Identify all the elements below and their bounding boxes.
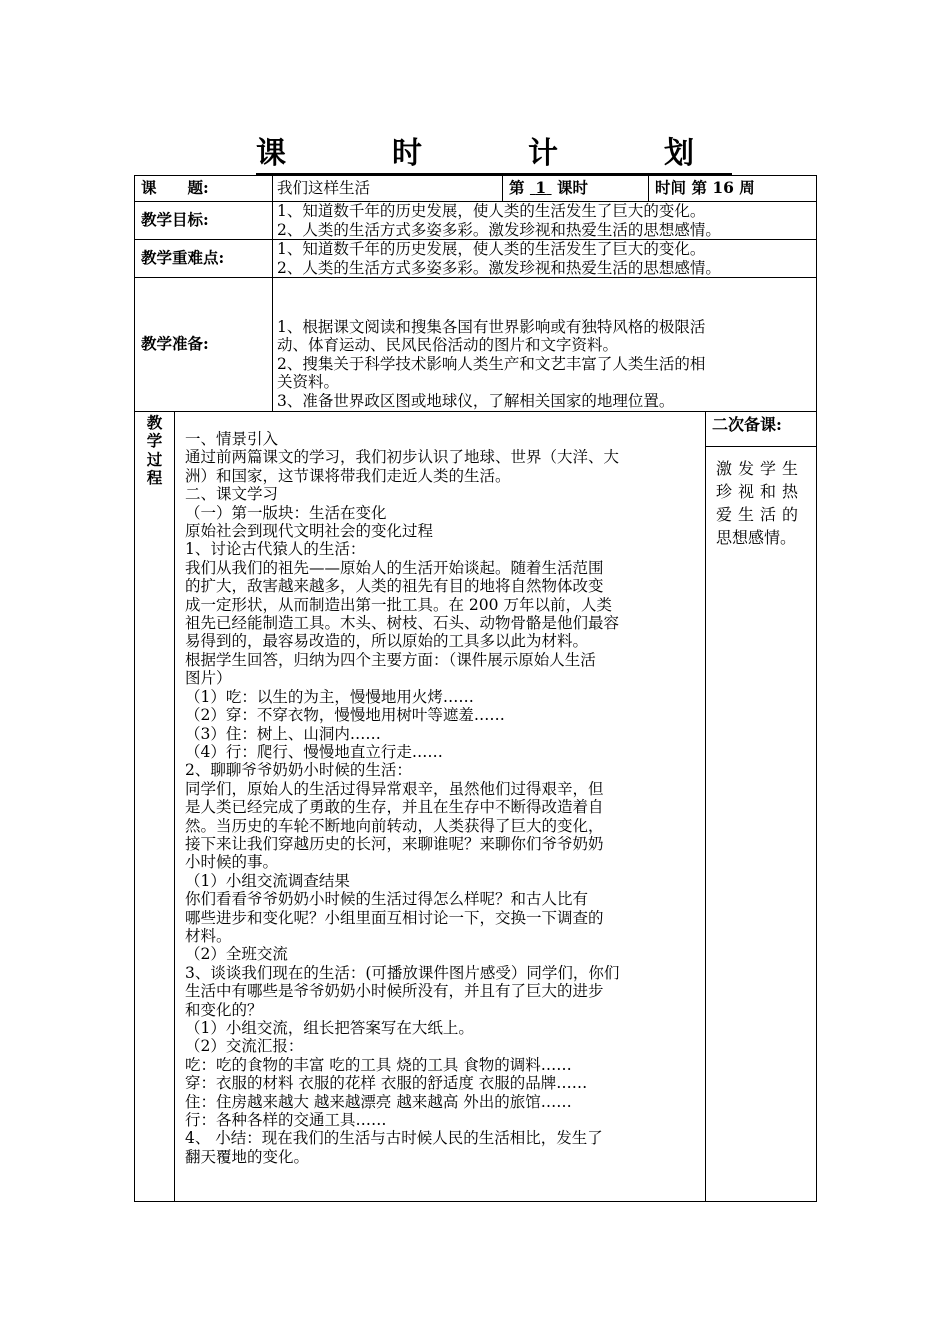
process-line: 然。当历史的车轮不断地向前转动，人类获得了巨大的变化， bbox=[185, 816, 604, 835]
process-line: 住：住房越来越大 越来越漂亮 越来越高 外出的旅馆…… bbox=[185, 1092, 572, 1111]
secondary-line: 激发学生 bbox=[716, 459, 805, 478]
process-line: 小时候的事。 bbox=[185, 853, 279, 872]
page-title-text: 课 时 计 划 bbox=[256, 136, 732, 175]
process-line: 原始社会到现代文明社会的变化过程 bbox=[185, 522, 434, 541]
key-points-line: 2、人类的生活方式多姿多彩。激发珍视和热爱生活的思想感情。 bbox=[277, 258, 721, 277]
process-line: 生活中有哪些是爷爷奶奶小时候所没有，并且有了巨大的进步 bbox=[185, 982, 604, 1001]
process-line: 行：各种各样的交通工具…… bbox=[185, 1111, 387, 1130]
key-points-label: 教学重难点: bbox=[135, 240, 273, 278]
process-line: 1、讨论古代猿人的生活： bbox=[185, 540, 366, 559]
process-line: 洲）和国家，这节课将带我们走近人类的生活。 bbox=[185, 466, 511, 485]
secondary-line: 思想感情。 bbox=[716, 528, 797, 547]
process-line: 易得到的，最容易改造的，所以原始的工具多以此为材料。 bbox=[185, 632, 589, 651]
preparation-line: 3、准备世界政区图或地球仪，了解相关国家的地理位置。 bbox=[277, 391, 675, 410]
period-number: 1 bbox=[535, 178, 547, 198]
preparation-line: 关资料。 bbox=[277, 373, 340, 392]
process-line: 图片） bbox=[185, 669, 232, 688]
process-line: 吃：吃的食物的丰富 吃的工具 烧的工具 食物的调料…… bbox=[185, 1055, 572, 1074]
process-label-char: 程 bbox=[146, 468, 163, 488]
header-row bbox=[135, 176, 817, 202]
period-suffix: 课时 bbox=[556, 178, 588, 198]
secondary-label: 二次备课: bbox=[706, 412, 816, 447]
preparation-label: 教学准备: bbox=[135, 278, 273, 412]
process-line: 材料。 bbox=[185, 926, 232, 945]
topic-value: 我们这样生活 bbox=[273, 176, 503, 202]
process-line: 通过前两篇课文的学习，我们初步认识了地球、世界（大洋、大 bbox=[185, 448, 620, 467]
process-line: （1）小组交流，组长把答案写在大纸上。 bbox=[185, 1019, 474, 1037]
preparation-line: 2、搜集关于科学技术影响人类生产和文艺丰富了人类生活的相 bbox=[277, 354, 706, 373]
process-line: 和变化的？ bbox=[185, 1000, 263, 1019]
process-line: 成一定形状，从而制造出第一批工具。在 200 万年以前，人类 bbox=[185, 595, 612, 614]
topic-label: 课 题: bbox=[135, 176, 273, 202]
preparation-content bbox=[273, 278, 817, 412]
time-label: 时间 bbox=[655, 178, 687, 198]
process-line: （1）小组交流调查结果 bbox=[185, 871, 350, 890]
process-line: （一）第一版块：生活在变化 bbox=[185, 503, 387, 522]
process-line: 3、谈谈我们现在的生活：(可播放课件图片感受）同学们，你们 bbox=[185, 963, 620, 982]
process-label-char: 教 bbox=[146, 413, 163, 432]
process-line: 你们看看爷爷奶奶小时候的生活过得怎么样呢？和古人比有 bbox=[185, 890, 589, 909]
period-prefix: 第 bbox=[509, 178, 525, 198]
process-line: 我们从我们的祖先——原始人的生活开始谈起。随着生活范围 bbox=[185, 558, 604, 577]
process-label-char: 过 bbox=[146, 449, 163, 469]
process-line: 的扩大，敌害越来越多，人类的祖先有目的地将自然物体改变 bbox=[185, 577, 604, 596]
process-content bbox=[175, 412, 706, 1202]
process-line: 穿：衣服的材料 衣服的花样 衣服的舒适度 衣服的品牌…… bbox=[185, 1074, 588, 1093]
secondary-line: 珍视和热 bbox=[716, 482, 805, 501]
goals-line: 2、人类的生活方式多姿多彩。激发珍视和热爱生活的思想感情。 bbox=[277, 220, 721, 239]
process-line: 是人类已经完成了勇敢的生存，并且在生存中不断得改造着自 bbox=[185, 798, 604, 817]
process-line: 2、聊聊爷爷奶奶小时候的生活： bbox=[185, 761, 412, 780]
time-value: 第 16 周 bbox=[691, 178, 755, 198]
goals-line: 1、知道数千年的历史发展，使人类的生活发生了巨大的变化。 bbox=[277, 202, 706, 221]
lesson-plan-table bbox=[134, 175, 817, 1202]
preparation-row bbox=[135, 278, 817, 412]
process-line: （2）交流汇报： bbox=[185, 1037, 304, 1056]
key-points-line: 1、知道数千年的历史发展，使人类的生活发生了巨大的变化。 bbox=[277, 240, 706, 259]
secondary-column bbox=[706, 412, 817, 1202]
process-line: 4、 小结：现在我们的生活与古时候人民的生活相比，发生了 bbox=[185, 1129, 603, 1148]
goals-label: 教学目标: bbox=[135, 202, 273, 240]
process-line: 二、课文学习 bbox=[185, 485, 279, 504]
process-line: （4）行：爬行、慢慢地直立行走…… bbox=[185, 742, 443, 761]
process-line: （2）全班交流 bbox=[185, 945, 288, 964]
preparation-line: 动、体育运动、民风民俗活动的图片和文字资料。 bbox=[277, 336, 619, 355]
process-line: 祖先已经能制造工具。木头、树枝、石头、动物骨骼是他们最容 bbox=[185, 614, 620, 633]
preparation-line: 1、根据课文阅读和搜集各国有世界影响或有独特风格的极限活 bbox=[277, 317, 706, 336]
process-label bbox=[135, 412, 175, 1202]
page-title bbox=[0, 128, 950, 172]
process-line: （2）穿：不穿衣物，慢慢地用树叶等遮羞…… bbox=[185, 706, 505, 725]
process-line: 接下来让我们穿越历史的长河，来聊谁呢？来聊你们爷爷奶奶 bbox=[185, 834, 604, 853]
time-cell bbox=[649, 176, 817, 202]
process-line: 同学们，原始人的生活过得异常艰辛，虽然他们过得艰辛，但 bbox=[185, 779, 604, 798]
key-points-content bbox=[273, 240, 817, 278]
process-label-char: 学 bbox=[146, 431, 163, 451]
process-line: 一、情景引入 bbox=[185, 430, 279, 448]
process-line: （1）吃：以生的为主，慢慢地用火烤…… bbox=[185, 687, 474, 706]
goals-content bbox=[273, 202, 817, 240]
secondary-line: 爱生活的 bbox=[716, 505, 805, 524]
process-line: 根据学生回答，归纳为四个主要方面：（课件展示原始人生活 bbox=[185, 650, 596, 669]
key-points-row bbox=[135, 240, 817, 278]
process-lines bbox=[185, 430, 699, 1166]
period-cell bbox=[503, 176, 649, 202]
process-line: （3）住：树上、山洞内…… bbox=[185, 724, 381, 743]
process-line: 哪些进步和变化呢？小组里面互相讨论一下，交换一下调查的 bbox=[185, 908, 604, 927]
secondary-note bbox=[706, 447, 816, 549]
goals-row bbox=[135, 202, 817, 240]
process-line: 翻天覆地的变化。 bbox=[185, 1147, 310, 1166]
process-row bbox=[135, 412, 817, 1202]
